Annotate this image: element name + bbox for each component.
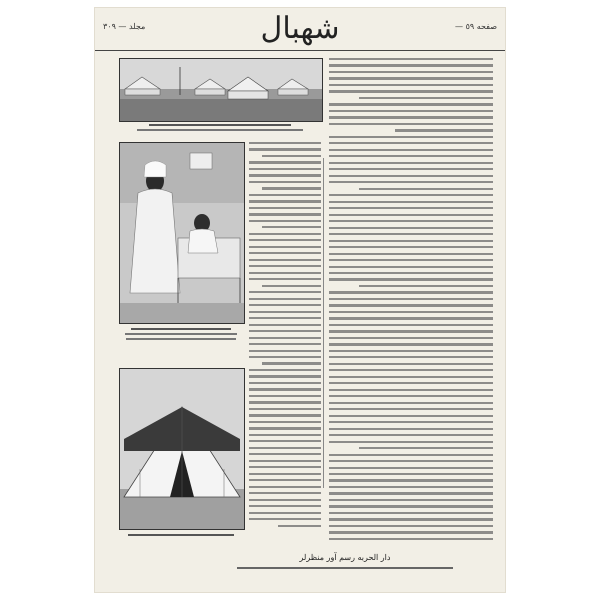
- nurse-patient-caption: [119, 326, 243, 343]
- tent-camp-caption: [119, 122, 321, 134]
- tent-camp-photo: [119, 58, 323, 122]
- page-header: [95, 8, 505, 51]
- footer-subtitle: [225, 565, 465, 571]
- page-number-right: صفحه ٥٩ —: [455, 22, 497, 31]
- tent-closeup-caption: [119, 532, 243, 538]
- journal-page: [95, 8, 505, 592]
- nurse-patient-photo: [119, 142, 245, 324]
- column-divider: [323, 158, 324, 488]
- masthead-title: شهبال: [260, 11, 340, 46]
- middle-text-column: [249, 142, 321, 547]
- page-number-left: مجلد — ٣٠٩: [103, 22, 146, 31]
- tent-closeup-photo: [119, 368, 245, 530]
- footer-title: دار الحربه رسم آور منظرلر: [299, 553, 391, 562]
- right-text-column: [329, 58, 493, 544]
